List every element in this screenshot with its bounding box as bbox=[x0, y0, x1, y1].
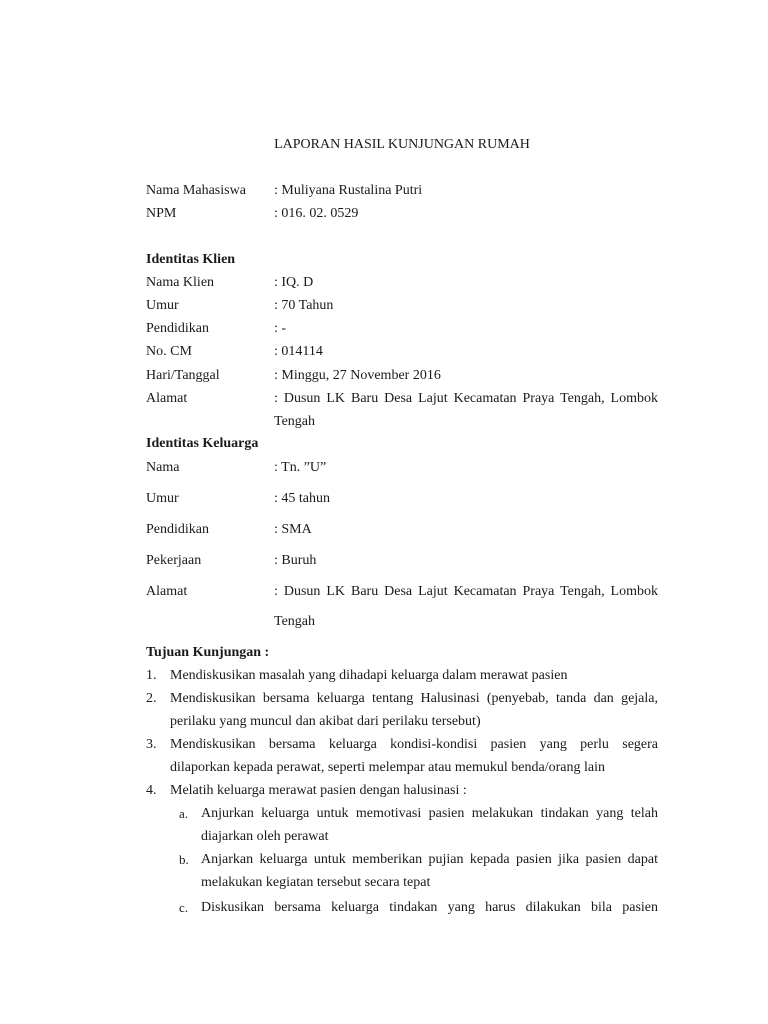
goal-text-continued: dilaporkan kepada perawat, seperti melempar atau memukul benda/orang lain bbox=[170, 760, 605, 775]
client-address-line-2: Tengah bbox=[274, 414, 316, 429]
field-value: : Muliyana Rustalina Putri bbox=[274, 183, 423, 198]
field-label: Nama bbox=[146, 460, 180, 475]
goal-text-continued: perilaku yang muncul dan akibat dari perilaku tersebut) bbox=[170, 714, 481, 729]
subgoal-text: Anjarkan keluarga untuk memberikan pujian kepada pasien jika pasien dapat bbox=[201, 852, 658, 867]
field-value: : SMA bbox=[274, 522, 312, 537]
field-label: Pekerjaan bbox=[146, 553, 202, 568]
field-label: Nama Mahasiswa bbox=[146, 183, 246, 198]
goal-text: Mendiskusikan bersama keluarga kondisi-kondisi pasien yang perlu segera bbox=[170, 737, 658, 752]
field-label: NPM bbox=[146, 206, 177, 221]
family-section-heading: Identitas Keluarga bbox=[146, 436, 259, 451]
goal-number: 2. bbox=[146, 691, 157, 706]
goal-text: Melatih keluarga merawat pasien dengan halusinasi : bbox=[170, 783, 467, 798]
client-section-heading: Identitas Klien bbox=[146, 252, 236, 267]
family-address-line-2: Tengah bbox=[274, 614, 316, 629]
field-value: : Buruh bbox=[274, 553, 317, 568]
goal-number: 3. bbox=[146, 737, 157, 752]
field-label: Pendidikan bbox=[146, 321, 209, 336]
field-label: Alamat bbox=[146, 584, 188, 599]
field-label: Pendidikan bbox=[146, 522, 209, 537]
goal-number: 1. bbox=[146, 668, 157, 683]
field-label: Umur bbox=[146, 298, 179, 313]
subgoal-letter: c. bbox=[179, 900, 189, 915]
subgoal-text: Diskusikan bersama keluarga tindakan yang harus dilakukan bila pasien bbox=[201, 900, 658, 915]
subgoal-text-continued: diajarkan oleh perawat bbox=[201, 829, 329, 844]
family-address-line-1: : Dusun LK Baru Desa Lajut Kecamatan Praya Tengah, Lombok bbox=[274, 584, 658, 599]
field-value: : 45 tahun bbox=[274, 491, 330, 506]
field-value: : 016. 02. 0529 bbox=[274, 206, 359, 221]
subgoal-letter: a. bbox=[179, 806, 189, 821]
goals-section-heading: Tujuan Kunjungan : bbox=[146, 645, 270, 660]
field-value: : Minggu, 27 November 2016 bbox=[274, 368, 441, 383]
field-label: Umur bbox=[146, 491, 179, 506]
field-value: : Tn. ”U” bbox=[274, 460, 327, 475]
field-value: : IQ. D bbox=[274, 275, 314, 290]
subgoal-text: Anjurkan keluarga untuk memotivasi pasien melakukan tindakan yang telah bbox=[201, 806, 658, 821]
subgoal-text-continued: melakukan kegiatan tersebut secara tepat bbox=[201, 875, 431, 890]
goal-text: Mendiskusikan bersama keluarga tentang Halusinasi (penyebab, tanda dan gejala, bbox=[170, 691, 658, 706]
field-value: : 014114 bbox=[274, 344, 323, 359]
field-value: : 70 Tahun bbox=[274, 298, 334, 313]
page-title: LAPORAN HASIL KUNJUNGAN RUMAH bbox=[274, 137, 530, 152]
field-value: : - bbox=[274, 321, 287, 336]
subgoal-letter: b. bbox=[179, 852, 189, 867]
goal-number: 4. bbox=[146, 783, 157, 798]
field-label: Hari/Tanggal bbox=[146, 368, 220, 383]
field-label: Nama Klien bbox=[146, 275, 215, 290]
field-label: No. CM bbox=[146, 344, 192, 359]
client-address-line-1: : Dusun LK Baru Desa Lajut Kecamatan Praya Tengah, Lombok bbox=[274, 391, 658, 406]
goal-text: Mendiskusikan masalah yang dihadapi keluarga dalam merawat pasien bbox=[170, 668, 568, 683]
field-label: Alamat bbox=[146, 391, 188, 406]
